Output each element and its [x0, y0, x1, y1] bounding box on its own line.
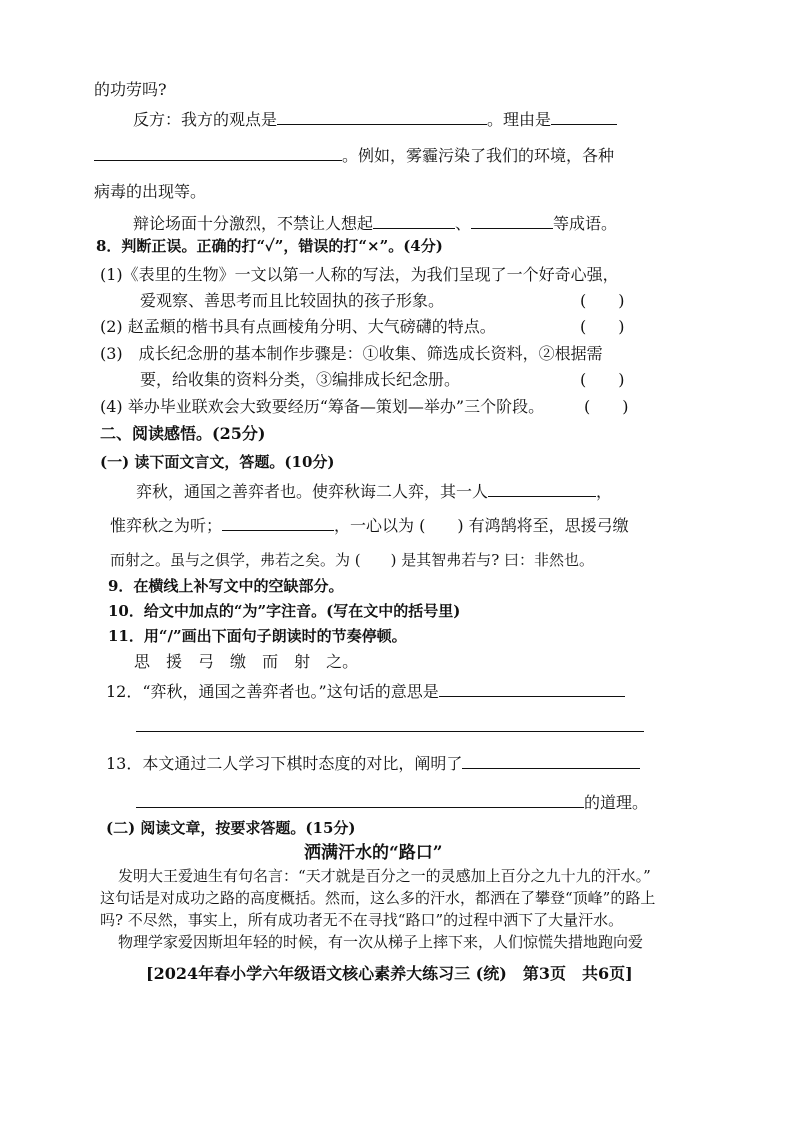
- question-13: [106, 752, 640, 774]
- text-segment: 反方：我方的观点是: [133, 110, 278, 129]
- article-line: 这句话是对成功之路的高度概括。然而，这么多的汗水，都洒在了攀登“顶峰”的路上: [100, 889, 656, 907]
- answer-blank[interactable]: [488, 480, 596, 497]
- passage-line: 而射之。虽与之俱学，弗若之矣。为 ( ) 是其智弗若与? 曰：非然也。: [110, 551, 595, 569]
- text-segment: 13．本文通过二人学习下棋时态度的对比，阐明了: [106, 754, 463, 773]
- text-line: 的功劳吗?: [94, 80, 167, 99]
- answer-blank[interactable]: [462, 752, 640, 769]
- subsection-heading: (二) 阅读文章，按要求答题。(15分): [106, 819, 356, 837]
- char: 缴: [230, 652, 247, 671]
- question-10: 10．给文中加点的“为”字注音。(写在文中的括号里): [108, 602, 461, 620]
- text-segment: 弈秋，通国之善弈者也。使弈秋诲二人弈，其一人: [136, 482, 489, 501]
- article-line: 发明大王爱迪生有句名言：“天才就是百分之一的灵感加上百分之九十九的汗水。”: [118, 867, 651, 885]
- question-12: [106, 680, 625, 702]
- question-13-cont: [136, 791, 648, 813]
- char: 思: [134, 652, 151, 671]
- answer-blank[interactable]: [94, 144, 342, 161]
- statement-1: (1)《表里的生物》一文以第一人称的写法，为我们呈现了一个好奇心强，: [100, 265, 619, 284]
- statement-3-cont: 要，给收集的资料分类，③编排成长纪念册。: [140, 370, 461, 389]
- answer-blank[interactable]: [439, 680, 625, 697]
- text-line: 病毒的出现等。: [94, 182, 207, 201]
- text-segment: 。理由是: [487, 110, 552, 129]
- text-line: [133, 212, 617, 234]
- answer-blank[interactable]: [471, 212, 553, 229]
- statement-3: (3) 成长纪念册的基本制作步骤是：①收集、筛选成长资料，②根据需: [100, 344, 603, 363]
- answer-line[interactable]: [136, 731, 644, 732]
- char: 弓: [198, 652, 215, 671]
- answer-blank[interactable]: [277, 108, 487, 125]
- text-segment: 惟弈秋之为听；: [110, 516, 223, 535]
- article-line: 物理学家爱因斯坦年轻的时候，有一次从梯子上摔下来，人们惊慌失措地跑向爱: [118, 933, 644, 951]
- text-line: [133, 108, 617, 130]
- answer-paren[interactable]: ( ): [580, 317, 625, 336]
- text-segment: 辩论场面十分激烈，不禁让人想起: [133, 214, 374, 233]
- passage-line: [136, 480, 612, 502]
- text-segment: ，: [596, 482, 613, 501]
- char: 而: [262, 652, 279, 671]
- page-footer: [2024年春小学六年级语文核心素养大练习三 (统) 第3页 共6页]: [146, 964, 633, 983]
- article-title: 洒满汗水的“路口”: [304, 843, 443, 863]
- answer-paren[interactable]: ( ): [580, 291, 625, 310]
- answer-paren[interactable]: ( ): [580, 370, 625, 389]
- question-11: 11．用“/”画出下面句子朗读时的节奏停顿。: [108, 627, 407, 645]
- rhythm-sentence[interactable]: [134, 652, 358, 672]
- statement-1-cont: 爱观察、善思考而且比较固执的孩子形象。: [140, 291, 445, 310]
- text-segment: 、: [455, 214, 472, 233]
- answer-blank[interactable]: [551, 108, 617, 125]
- article-line: 吗? 不尽然，事实上，所有成功者无不在寻找“路口”的过程中洒下了大量汗水。: [100, 911, 624, 929]
- question-9: 9．在横线上补写文中的空缺部分。: [108, 577, 344, 595]
- statement-2: (2) 赵孟頫的楷书具有点画棱角分明、大气磅礴的特点。: [100, 317, 496, 336]
- text-segment: 等成语。: [553, 214, 618, 233]
- char: 之。: [326, 652, 359, 671]
- text-line: [94, 144, 614, 166]
- char: 射: [294, 652, 311, 671]
- answer-blank[interactable]: [373, 212, 455, 229]
- question-8-heading: 8．判断正误。正确的打“✓”，错误的打“×”。(4分): [96, 237, 443, 255]
- answer-blank[interactable]: [136, 791, 584, 808]
- statement-4: (4) 举办毕业联欢会大致要经历“筹备—策划—举办”三个阶段。: [100, 397, 545, 416]
- text-segment: 12．“弈秋，通国之善弈者也。”这句话的意思是: [106, 682, 439, 701]
- char: 援: [166, 652, 183, 671]
- text-segment: 。例如，雾霾污染了我们的环境，各种: [342, 146, 615, 165]
- passage-line: [110, 514, 629, 536]
- section-heading: 二、阅读感悟。(25分): [100, 424, 266, 443]
- text-segment: ，一心以为 ( ) 有鸿鹄将至，思援弓缴: [334, 516, 629, 535]
- answer-paren[interactable]: ( ): [584, 397, 629, 416]
- text-segment: 的道理。: [584, 793, 649, 812]
- answer-blank[interactable]: [222, 514, 334, 531]
- subsection-heading: (一) 读下面文言文，答题。(10分): [100, 453, 335, 471]
